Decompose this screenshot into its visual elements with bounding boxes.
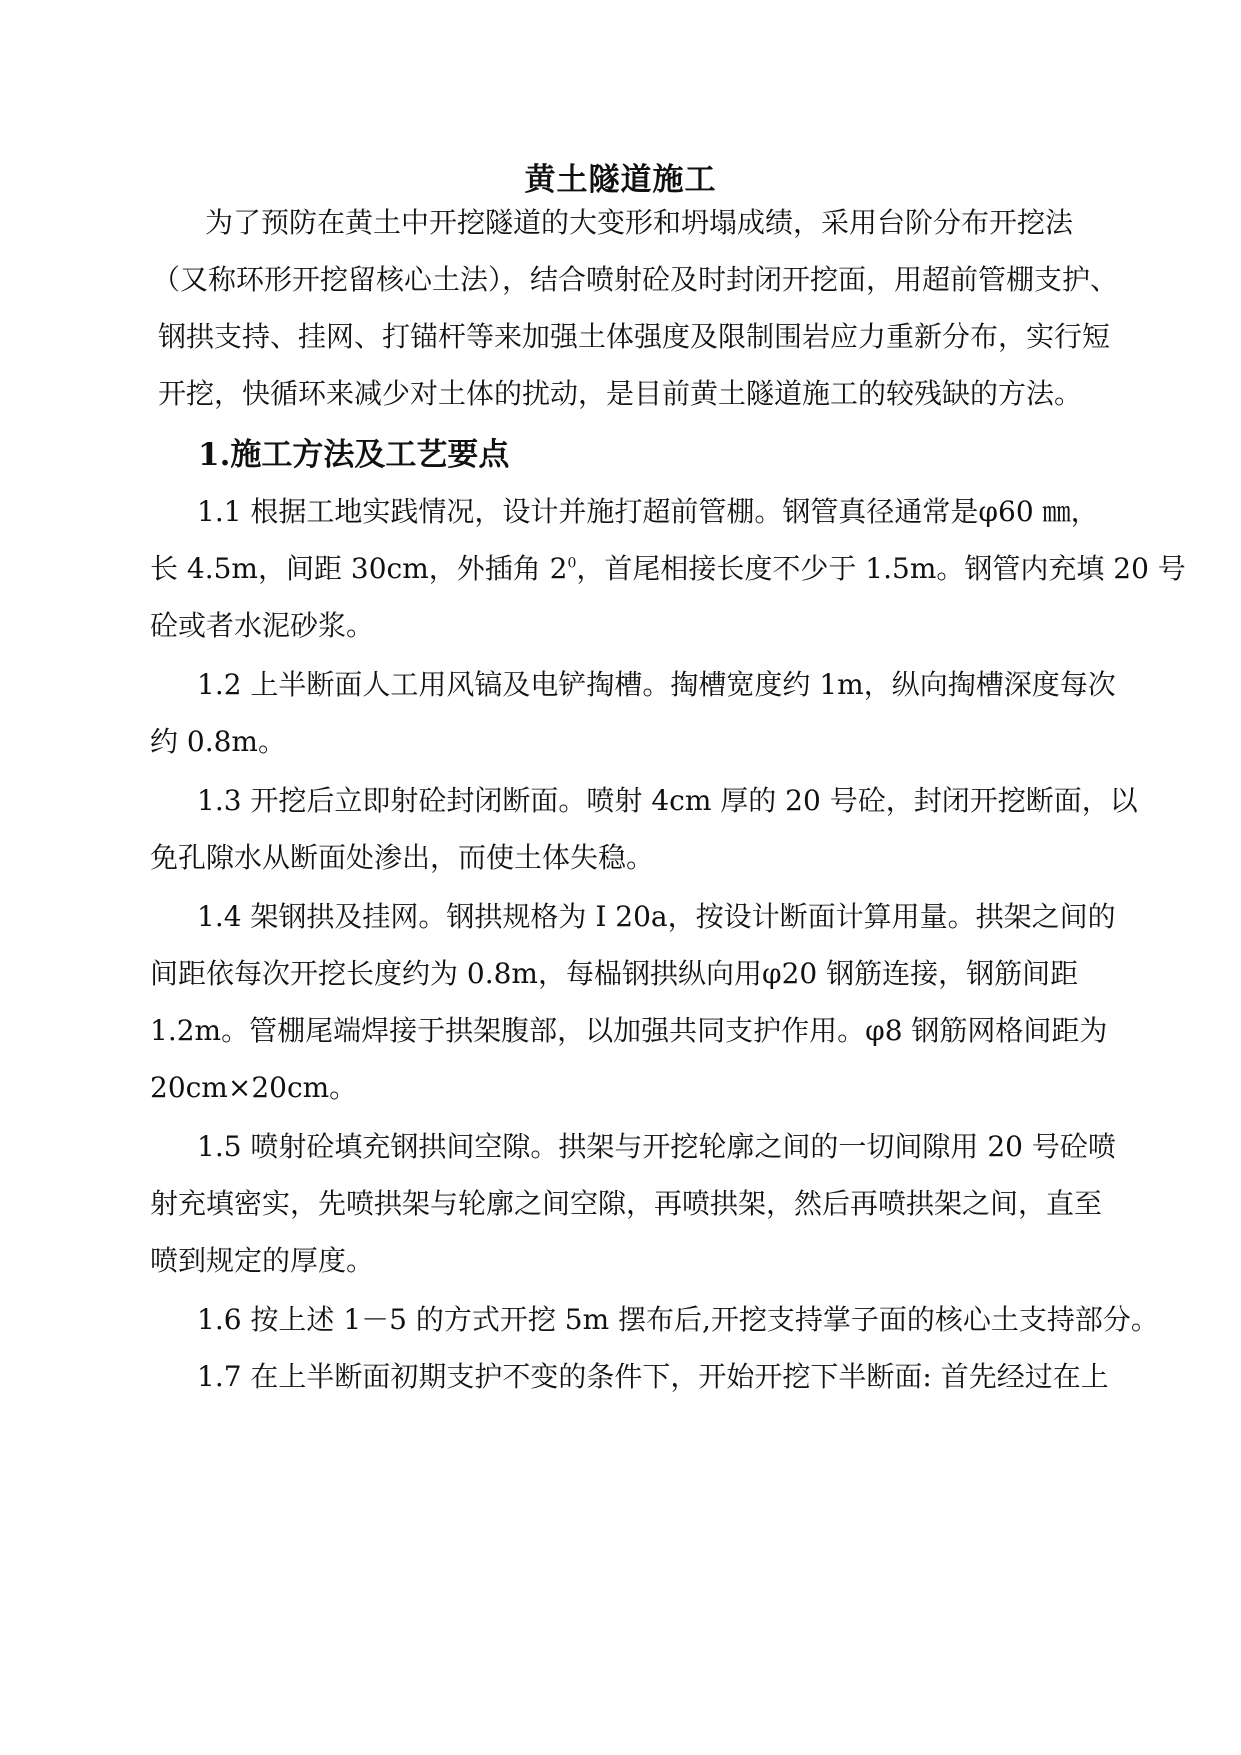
p1-4-line-1: 1.4 架钢拱及挂网。钢拱规格为 I 20a，按设计断面计算用量。拱架之间的 [197,900,1116,933]
p1-1-line-3: 砼或者水泥砂浆。 [150,609,375,642]
intro-line-1: 为了预防在黄土中开挖隧道的大变形和坍塌成绩，采用台阶分布开挖法 [205,206,1074,239]
p1-4-line-2: 间距依每次开挖长度约为 0.8m，每榀钢拱纵向用φ20 钢筋连接，钢筋间距 [150,957,1079,990]
p1-7-line-1: 1.7 在上半断面初期支护不变的条件下，开始开挖下半断面: 首先经过在上 [197,1360,1109,1393]
p1-4-line-3: 1.2m。管棚尾端焊接于拱架腹部，以加强共同支护作用。φ8 钢筋网格间距为 [150,1014,1108,1047]
intro-line-4: 开挖，快循环来减少对土体的扰动，是目前黄土隧道施工的较残缺的方法。 [158,377,1083,410]
p1-3-line-2: 免孔隙水从断面处渗出，而使土体失稳。 [150,841,655,874]
intro-line-3: 钢拱支持、挂网、打锚杆等来加强土体强度及限制围岩应力重新分布，实行短 [158,320,1111,353]
p1-1-line-2-a: 长 4.5m，间距 30cm，外插角 2 [150,552,568,585]
p1-5-line-2: 射充填密实，先喷拱架与轮廓之间空隙，再喷拱架，然后再喷拱架之间，直至 [150,1187,1103,1220]
p1-2-line-2: 约 0.8m。 [150,725,286,758]
p1-5-line-3: 喷到规定的厚度。 [150,1244,375,1277]
degree-superscript: 0 [567,555,577,572]
p1-4-line-4: 20cm×20cm。 [150,1071,358,1104]
document-title: 黄土隧道施工 [524,162,717,198]
p1-1-line-2-b: ，首尾相接长度不少于 1.5m。钢管内充填 20 号 [576,552,1186,585]
intro-line-2: （又称环形开挖留核心土法），结合喷射砼及时封闭开挖面，用超前管棚支护、 [152,263,1119,296]
p1-5-line-1: 1.5 喷射砼填充钢拱间空隙。拱架与开挖轮廓之间的一切间隙用 20 号砼喷 [197,1130,1116,1163]
p1-1-line-2 [150,549,1186,589]
p1-1-line-1: 1.1 根据工地实践情况，设计并施打超前管棚。钢管真径通常是φ60 ㎜， [197,495,1099,528]
section-heading-1: 1.施工方法及工艺要点 [198,437,510,473]
p1-6-line-1: 1.6 按上述 1－5 的方式开挖 5m 摆布后,开挖支持掌子面的核心土支持部分。 [197,1303,1159,1336]
p1-3-line-1: 1.3 开挖后立即射砼封闭断面。喷射 4cm 厚的 20 号砼，封闭开挖断面，以 [197,784,1138,817]
p1-2-line-1: 1.2 上半断面人工用风镐及电铲掏槽。掏槽宽度约 1m，纵向掏槽深度每次 [197,668,1116,701]
